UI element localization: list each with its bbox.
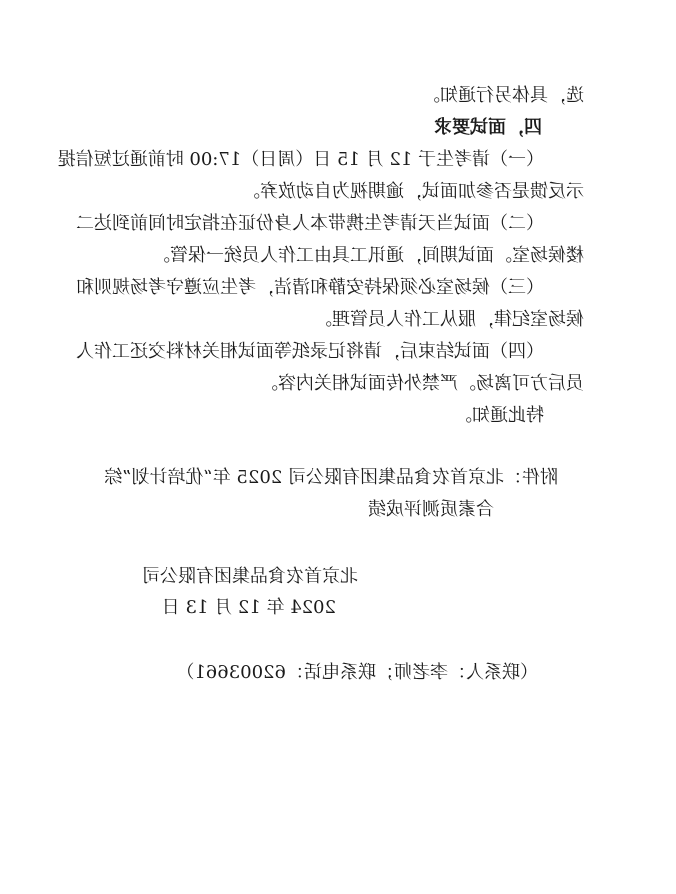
signature-date: 2024 年 12 月 13 日 (161, 597, 336, 618)
paragraph-3-line-2: 候场室纪律，服从工作人员管理。 (314, 309, 584, 330)
attachment-line-1: 附件：北京首农食品集团有限公司 2025 年“优培计划”综 (104, 467, 558, 488)
body-line-continuation: 选，具体另行通知。 (422, 85, 584, 106)
contact-info: （联系人：李老师；联系电话：62003661） (176, 662, 538, 683)
paragraph-1-line-1: （一）请考生于 12 月 15 日（周日）17:00 时前通过短信提 (57, 149, 544, 170)
paragraph-4-line-2: 员后方可离场。严禁外传面试相关内容。 (260, 373, 584, 394)
closing-line: 特此通知。 (454, 405, 544, 426)
paragraph-1-line-2: 示反馈是否参加面试，逾期视为自动放弃。 (242, 181, 584, 202)
attachment-line-2: 合素质测评成绩 (368, 499, 494, 520)
paragraph-4-line-1: （四）面试结束后，请将记录纸等面试相关材料交还工作人 (76, 341, 544, 362)
paragraph-2-line-2: 楼候场室。面试期间，通讯工具由工作人员统一保管。 (152, 245, 584, 266)
signature-company: 北京首农食品集团有限公司 (142, 566, 358, 587)
paragraph-3-line-1: （三）候场室必须保持安静和清洁，考生应遵守考场规则和 (76, 277, 544, 298)
section-heading-requirements: 四，面试要求 (434, 117, 542, 138)
paragraph-2-line-1: （二）面试当天请考生携带本人身份证在指定时间前到达二 (76, 213, 544, 234)
